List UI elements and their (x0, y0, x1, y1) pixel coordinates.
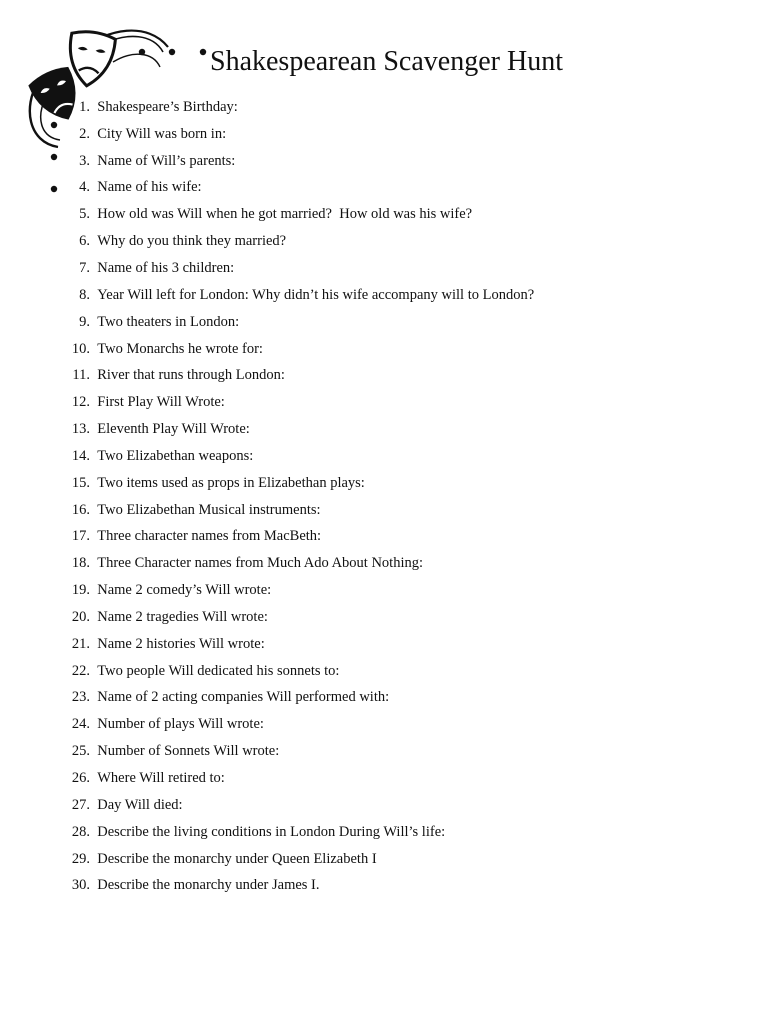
list-item (60, 201, 534, 228)
list-item-text: First Play Will Wrote: (90, 394, 225, 411)
list-item (60, 282, 534, 309)
list-item (60, 362, 534, 389)
list-item-text: Describe the living conditions in London During Will’s life: (90, 823, 446, 840)
list-item-number: 16. (71, 501, 90, 518)
list-item-number: 12. (71, 394, 90, 411)
list-item-number: 2. (79, 125, 90, 142)
list-item (60, 443, 534, 470)
list-item (60, 228, 534, 255)
list-item-number: 19. (71, 582, 90, 599)
list-item (60, 577, 534, 604)
list-item-number: 3. (79, 152, 90, 169)
list-item-number: 27. (71, 796, 90, 813)
list-item (60, 550, 534, 577)
list-item-number: 25. (71, 743, 90, 760)
list-item (60, 846, 534, 873)
list-item-number: 5. (79, 206, 90, 223)
list-item-text: Three Character names from Much Ado About Nothing: (90, 555, 424, 572)
list-item-number: 13. (71, 421, 90, 438)
list-item-text: Name of his wife: (90, 179, 202, 196)
list-item-text: Name 2 histories Will wrote: (90, 635, 265, 652)
list-item-text: River that runs through London: (90, 367, 285, 384)
list-item (60, 631, 534, 658)
list-item-number: 17. (71, 528, 90, 545)
list-item-number: 9. (79, 313, 90, 330)
list-item-number: 18. (71, 555, 90, 572)
list-item (60, 685, 534, 712)
list-item-text: Name 2 tragedies Will wrote: (90, 608, 268, 625)
page-title: Shakespearean Scavenger Hunt (210, 46, 563, 77)
list-item (60, 738, 534, 765)
list-item-number: 21. (71, 635, 90, 652)
list-item-text: Eleventh Play Will Wrote: (90, 421, 250, 438)
list-item (60, 121, 534, 148)
list-item-text: Two people Will dedicated his sonnets to: (90, 662, 340, 679)
list-item-number: 11. (72, 367, 90, 384)
list-item-number: 10. (71, 340, 90, 357)
list-item-number: 15. (71, 474, 90, 491)
list-item-text: Describe the monarchy under James I. (90, 877, 320, 894)
list-item (60, 658, 534, 685)
list-item-text: Shakespeare’s Birthday: (90, 98, 238, 115)
list-item (60, 309, 534, 336)
list-item-text: Two Monarchs he wrote for: (90, 340, 263, 357)
list-item-text: Two items used as props in Elizabethan plays: (90, 474, 365, 491)
list-item-text: Why do you think they married? (90, 233, 287, 250)
list-item-text: Name of Will’s parents: (90, 152, 236, 169)
list-item (60, 255, 534, 282)
list-item-number: 24. (71, 716, 90, 733)
list-item-text: Two Elizabethan Musical instruments: (90, 501, 321, 518)
list-item-number: 6. (79, 233, 90, 250)
list-item-number: 28. (71, 823, 90, 840)
list-item-text: Two theaters in London: (90, 313, 240, 330)
list-item-text: Name 2 comedy’s Will wrote: (90, 582, 272, 599)
list-item (60, 416, 534, 443)
question-list (60, 94, 534, 899)
list-item-text: Three character names from MacBeth: (90, 528, 322, 545)
list-item (60, 524, 534, 551)
list-item (60, 94, 534, 121)
list-item-number: 26. (71, 770, 90, 787)
list-item-number: 23. (71, 689, 90, 706)
list-item (60, 819, 534, 846)
list-item (60, 336, 534, 363)
list-item-number: 8. (79, 286, 90, 303)
list-item-text: Day Will died: (90, 796, 183, 813)
list-item-number: 1. (79, 98, 90, 115)
list-item (60, 389, 534, 416)
list-item (60, 604, 534, 631)
list-item (60, 497, 534, 524)
list-item-text: Number of Sonnets Will wrote: (90, 743, 280, 760)
list-item-text: Year Will left for London: Why didn’t his wife accompany will to London? (90, 286, 535, 303)
list-item-text: Number of plays Will wrote: (90, 716, 264, 733)
list-item-number: 14. (71, 447, 90, 464)
list-item-text: Describe the monarchy under Queen Elizabeth I (90, 850, 377, 867)
list-item-number: 7. (79, 259, 90, 276)
list-item-number: 30. (71, 877, 90, 894)
list-item-number: 20. (71, 608, 90, 625)
list-item-text: Two Elizabethan weapons: (90, 447, 254, 464)
list-item (60, 792, 534, 819)
list-item-text: Where Will retired to: (90, 770, 225, 787)
list-item (60, 470, 534, 497)
list-item-text: How old was Will when he got married? How old was his wife? (90, 206, 473, 223)
list-item (60, 765, 534, 792)
list-item (60, 148, 534, 175)
list-item-text: Name of 2 acting companies Will performed with: (90, 689, 390, 706)
list-item-number: 22. (71, 662, 90, 679)
list-item (60, 175, 534, 202)
list-item (60, 711, 534, 738)
list-item-number: 29. (71, 850, 90, 867)
list-item (60, 872, 534, 899)
list-item-number: 4. (79, 179, 90, 196)
list-item-text: Name of his 3 children: (90, 259, 235, 276)
list-item-text: City Will was born in: (90, 125, 227, 142)
